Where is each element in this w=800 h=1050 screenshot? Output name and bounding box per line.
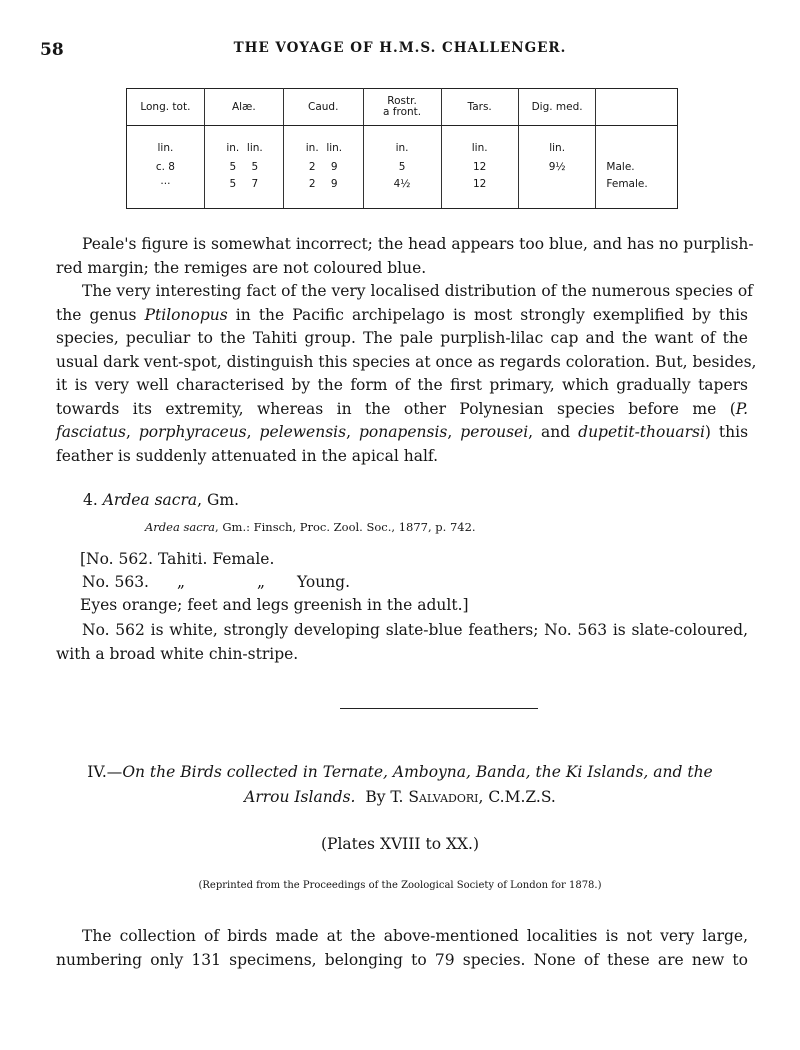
text-line: feather is suddenly attenuated in the apical half. [56,446,439,465]
text-line: The collection of birds made at the above-mentioned localities is not very large, [82,927,748,945]
paragraph-specimen-description [56,619,748,666]
col-rostr [363,89,441,126]
col-rostr-line2: a front. [383,106,422,118]
paragraph-peale [56,233,754,280]
text-line: with a broad white chin-stripe. [56,644,299,663]
paragraph-distribution [56,280,757,468]
text-line: the genus Ptilonopus in the Pacific archipelago is most strongly exemplified by this [56,305,748,324]
table-row [127,176,678,209]
genus-name: Ptilonopus [144,305,228,324]
col-rostr-line1: Rostr. [387,95,417,107]
col-caud: Caud. [283,89,363,126]
text-line: numbering only 131 specimens, belonging to 79 species. None of these are new to [56,950,748,969]
text-line: fasciatus, porphyraceus, pelewensis, ponapensis, perousei, and dupetit-thouarsi) this [56,423,749,441]
unit-sex [596,126,678,158]
reprint-note: (Reprinted from the Proceedings of the Zoological Society of London for 1878.) [198,880,602,891]
text-line: it is very well characterised by the form of the first primary, which gradually tapers [56,376,748,394]
cell-long-tot: c. 8 [127,157,205,176]
cell-tars: 12 [441,157,518,176]
cell-caud: 2 9 [283,176,363,209]
unit-alae: in. lin. [204,126,283,158]
text-line: species, peculiar to the Tahiti group. The pale purplish-lilac cap and the want of the [56,329,748,347]
col-alae: Alæ. [204,89,283,126]
col-tars: Tars. [441,89,518,126]
section-divider [340,708,538,709]
table-header-row [127,89,678,126]
text-line: red margin; the remiges are not coloured blue. [56,258,427,277]
unit-caud: in. lin. [283,126,363,158]
col-sex [596,89,678,126]
table-row [127,157,678,176]
col-long-tot: Long. tot. [127,89,205,126]
unit-dig: lin. [518,126,596,158]
cell-long-tot: ··· [127,176,205,209]
page-number: 58 [40,40,64,60]
article-title-line2: Arrou Islands. By T. Salvadori, C.M.Z.S. [244,788,556,806]
paragraph-collection [56,925,748,972]
cell-dig: 9½ [518,157,596,176]
cell-rostr: 4½ [363,176,441,209]
cell-alae: 5 5 [204,157,283,176]
cell-dig [518,176,596,209]
col-dig-med: Dig. med. [518,89,596,126]
unit-rostr: in. [363,126,441,158]
plates-note: (Plates XVIII to XX.) [320,835,479,853]
species-heading: 4. Ardea sacra, Gm. [83,491,240,509]
unit-long-tot: lin. [127,126,205,158]
table-units-row [127,126,678,158]
cell-alae: 5 7 [204,176,283,209]
text-line: The very interesting fact of the very localised distribution of the numerous species of [82,282,753,300]
text-line: towards its extremity, whereas in the other Polynesian species before me (P. [56,399,748,418]
cell-tars: 12 [441,176,518,209]
cell-sex: Female. [596,176,678,209]
specimen-line: [No. 562. Tahiti. Female. [80,550,275,568]
species-citation: Ardea sacra, Gm.: Finsch, Proc. Zool. Soc., 1877, p. 742. [145,520,476,534]
author-name: Salvadori [408,788,479,806]
text-line: usual dark vent-spot, distinguish this species at once as regards coloration. But, besides, [56,352,757,371]
measurements-table [126,88,678,209]
cell-rostr: 5 [363,157,441,176]
article-title-line1: IV.—On the Birds collected in Ternate, Amboyna, Banda, the Ki Islands, and the [87,763,713,781]
cell-caud: 2 9 [283,157,363,176]
text-line: No. 562 is white, strongly developing slate-blue feathers; No. 563 is slate-coloured, [82,621,748,639]
text-line: Peale's figure is somewhat incorrect; the head appears too blue, and has no purplish- [82,235,754,253]
species-name: Ardea sacra [102,491,198,509]
cell-sex: Male. [596,157,678,176]
specimen-line: No. 563. „ „ Young. [82,573,351,591]
unit-tars: lin. [441,126,518,158]
specimen-line: Eyes orange; feet and legs greenish in the adult.] [80,596,469,614]
running-title: THE VOYAGE OF H.M.S. CHALLENGER. [233,40,567,56]
